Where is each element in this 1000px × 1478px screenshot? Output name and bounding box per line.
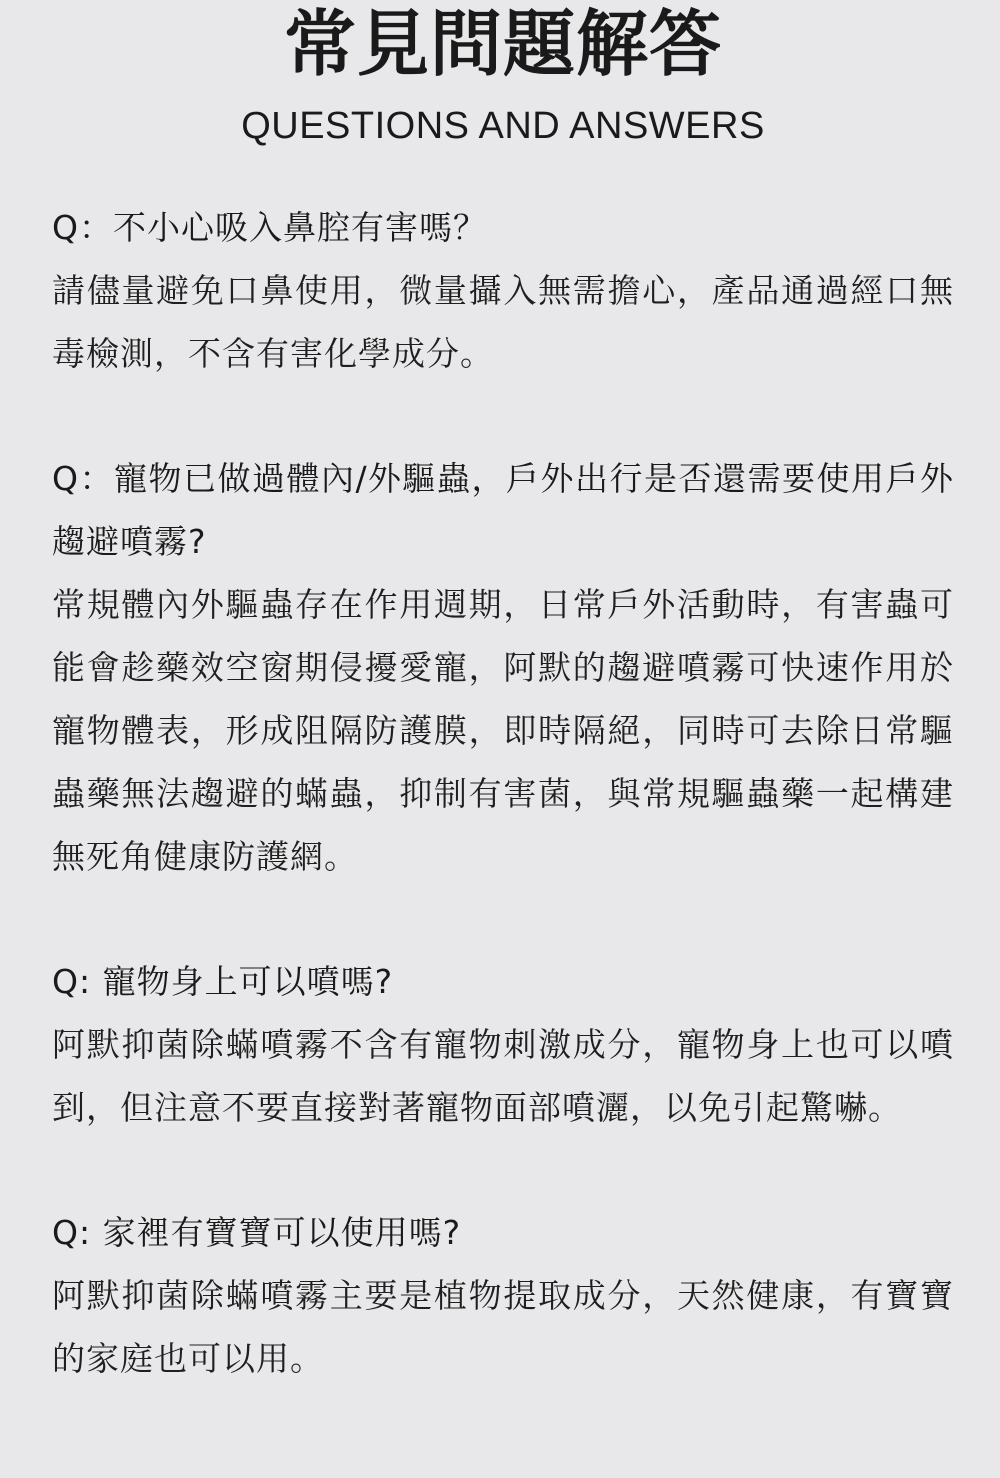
page-title: 常見問題解答 [283,2,722,86]
faq-answer: 常規體內外驅蟲存在作用週期，日常戶外活動時，有害蟲可能會趁藥效空窗期侵擾愛寵，阿默的趨避噴霧可快速作用於寵物體表，形成阻隔防護膜，即時隔絕，同時可去除日常驅蟲藥無法趨避的蟎蟲，抑制有害菌，與常規驅蟲藥一起構建無死角健康防護網。 [52,585,954,876]
page-subtitle: QUESTIONS AND ANSWERS [241,105,765,147]
faq-question: Q：不小心吸入鼻腔有害嗎？ [52,208,487,247]
faq-question: Q: 家裡有寶寶可以使用嗎? [52,1213,462,1252]
faq-answer: 請儘量避免口鼻使用，微量攝入無需擔心，產品通過經口無毒檢測，不含有害化學成分。 [52,271,954,373]
faq-item [52,196,954,385]
faq-item [52,1201,954,1390]
faq-answer: 阿默抑菌除蟎噴霧主要是植物提取成分，天然健康，有寶寶的家庭也可以用。 [52,1276,954,1378]
faq-item [52,950,954,1139]
faq-answer: 阿默抑菌除蟎噴霧不含有寵物刺激成分，寵物身上也可以噴到，但注意不要直接對著寵物面部噴灑，以免引起驚嚇。 [52,1025,954,1127]
faq-list [52,196,954,1390]
faq-item [52,447,954,888]
faq-question: Q：寵物已做過體內/外驅蟲，戶外出行是否還需要使用戶外趨避噴霧? [52,459,954,561]
faq-question: Q: 寵物身上可以噴嗎? [52,962,394,1001]
